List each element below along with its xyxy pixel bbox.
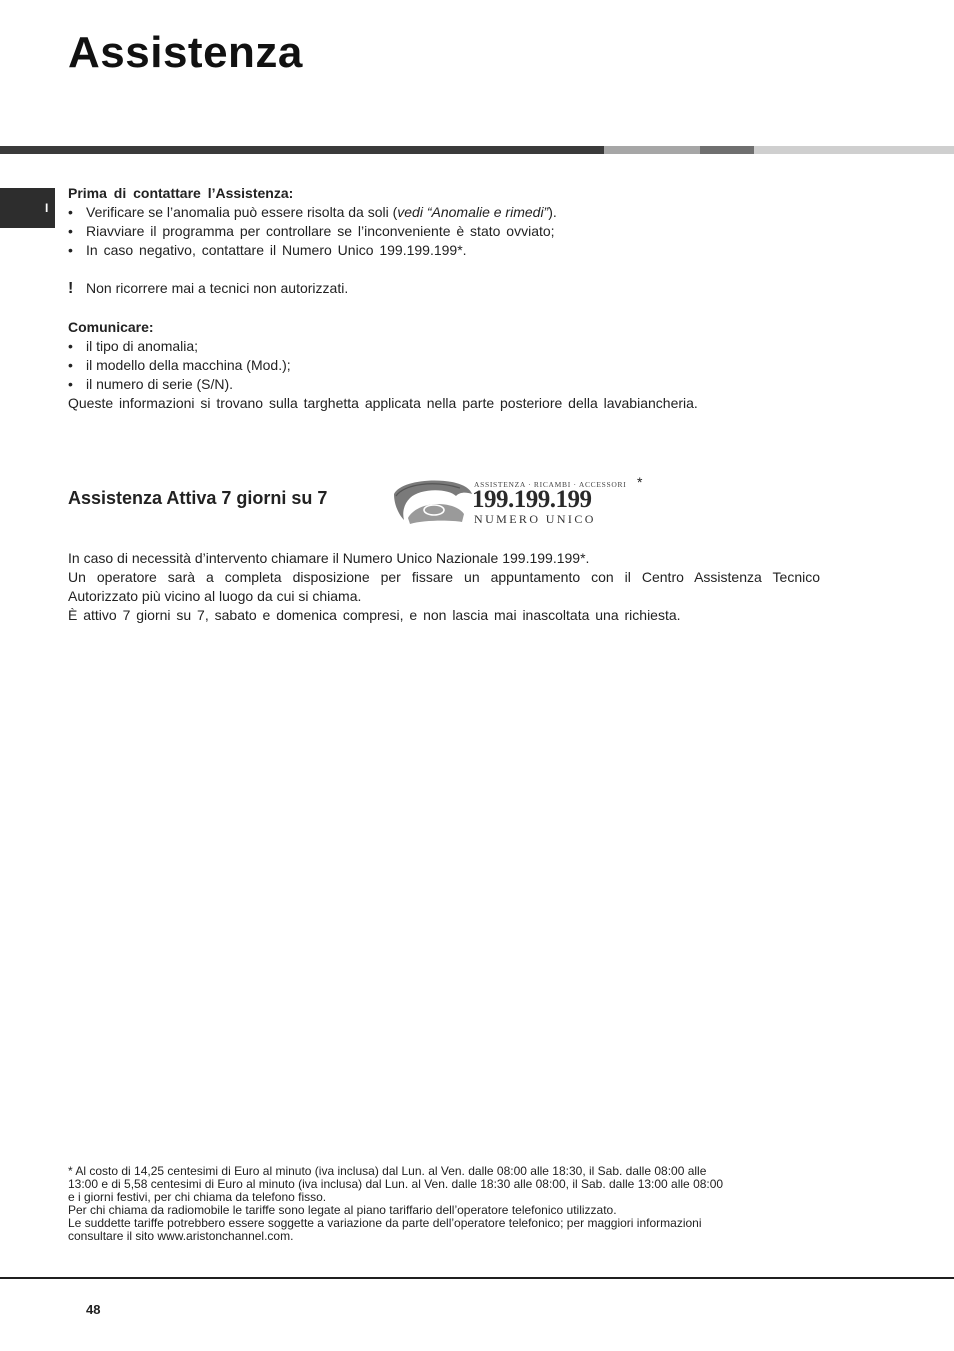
before-contact-section xyxy=(68,184,820,298)
communicate-heading: Comunicare: xyxy=(68,319,154,335)
active-service-para1: In caso di necessità d’intervento chiamare il Numero Unico Nazionale 199.199.199*. xyxy=(68,550,590,566)
active-service-para2-line1: Un operatore sarà a completa disposizione per fissare un appuntamento con il Centro Assistenza Tecnico xyxy=(68,569,820,585)
logo-number: 199.199.199 xyxy=(472,486,592,513)
page-number: 48 xyxy=(86,1302,101,1317)
page-title: Assistenza xyxy=(68,28,303,77)
bullet1-text: Verificare se l’anomalia può essere risolta da soli ( xyxy=(86,204,398,220)
communicate-note: Queste informazioni si trovano sulla targhetta applicata nella parte posteriore della lavabiancheria. xyxy=(68,395,698,411)
list-item: • il tipo di anomalia; xyxy=(68,338,199,354)
list-item: • il modello della macchina (Mod.); xyxy=(68,357,291,373)
footnote-line: 13:00 e di 5,58 centesimi di Euro al minuto (iva inclusa) dal Lun. al Ven. dalle 18:30 alle 08:00, il Sab. dalle 13:00 alle 08:00 xyxy=(68,1177,724,1191)
before-contact-heading: Prima di contattare l’Assistenza: xyxy=(68,185,294,201)
logo-asterisk: * xyxy=(637,474,643,490)
active-service-para2-line2: Autorizzato più vicino al luogo da cui si chiama. xyxy=(68,588,362,604)
header-bar-light xyxy=(754,146,954,154)
header-bar-mid xyxy=(604,146,700,154)
communicate-item: il modello della macchina (Mod.); xyxy=(86,357,291,373)
language-tab-label: I xyxy=(45,201,49,215)
footnote-line: * Al costo di 14,25 centesimi di Euro al minuto (iva inclusa) dal Lun. al Ven. dalle 08:00 alle 18:30, il Sab. dalle 08:00 alle xyxy=(68,1164,707,1178)
warning-text: Non ricorrere mai a tecnici non autorizzati. xyxy=(86,280,349,296)
bullet2-text: Riavviare il programma per controllare se l’inconveniente è stato ovviato; xyxy=(86,223,555,239)
list-item: • In caso negativo, contattare il Numero Unico 199.199.199*. xyxy=(68,242,467,258)
active-service-para3: È attivo 7 giorni su 7, sabato e domenica compresi, e non lascia mai inascoltata una richiesta. xyxy=(68,607,681,623)
footnote-line: e i giorni festivi, per chi chiama da telefono fisso. xyxy=(68,1190,327,1204)
footer-rule xyxy=(0,1277,954,1279)
footnote-line: Per chi chiama da radiomobile le tariffe sono legate al piano tariffario dell’operatore telefonico utilizzato. xyxy=(68,1203,617,1217)
bullet1-link-text: vedi “Anomalie e rimedi” xyxy=(397,204,549,220)
footnote-line: Le suddette tariffe potrebbero essere soggette a variazione da parte dell’operatore telefonico; per maggiori informazioni xyxy=(68,1216,702,1230)
active-service-body xyxy=(68,549,820,625)
bullet3-text: In caso negativo, contattare il Numero Unico 199.199.199*. xyxy=(86,242,467,258)
numero-unico-logo xyxy=(390,474,643,528)
communicate-item: il numero di serie (S/N). xyxy=(86,376,234,392)
active-service-heading: Assistenza Attiva 7 giorni su 7 xyxy=(68,488,328,508)
list-item: • Verificare se l’anomalia può essere risolta da soli (vedi “Anomalie e rimedi”). xyxy=(68,204,557,220)
header-bar-darkgray xyxy=(700,146,754,154)
logo-top-text: ASSISTENZA · RICAMBI · ACCESSORI xyxy=(474,480,627,489)
header-bar-dark xyxy=(0,146,604,154)
footnote xyxy=(68,1165,820,1243)
list-item: • Riavviare il programma per controllare se l’inconveniente è stato ovviato; xyxy=(68,223,555,239)
bullet1-text-end: ). xyxy=(548,204,557,220)
language-tab xyxy=(0,188,55,228)
logo-bottom-text: NUMERO UNICO xyxy=(474,512,596,526)
warning-line xyxy=(68,279,820,298)
communicate-item: il tipo di anomalia; xyxy=(86,338,199,354)
warning-mark-icon: ! xyxy=(68,280,74,297)
list-item: • il numero di serie (S/N). xyxy=(68,376,234,392)
footnote-line: consultare il sito www.aristonchannel.com. xyxy=(68,1229,294,1243)
communicate-section xyxy=(68,318,820,413)
